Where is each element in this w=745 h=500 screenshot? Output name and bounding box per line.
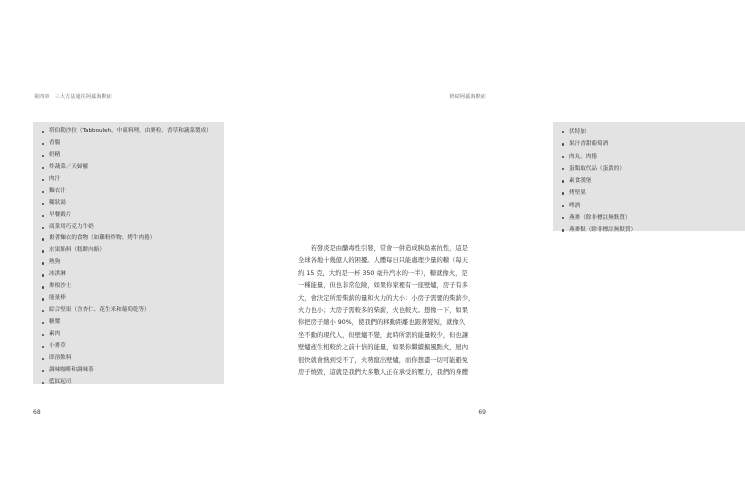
list-item [41,186,216,198]
list-item [561,187,737,199]
list-item [41,293,216,305]
left-page [0,0,260,500]
list-item-text: 早餐穀片 [49,211,72,218]
list-item [41,281,216,293]
page-number-right: 69 [478,409,486,416]
list-item [41,138,216,150]
bullet-icon [42,298,44,300]
list-item-text: 即溶飲料 [49,354,72,361]
bullet-icon [42,238,44,240]
paragraph-line: 房子燒毀，這就是我們大多數人正在承受的壓力，我們的身體 [298,369,469,377]
bullet-icon [42,250,44,252]
list-item-text: 奶精 [49,151,61,158]
food-list-box-right [553,122,745,234]
bullet-icon [42,346,44,348]
bullet-icon [42,215,44,217]
bullet-icon [42,191,44,193]
list-item-text: 商業用巧克力牛奶 [49,223,94,230]
list-item-text: 水果餡料（糕餅內餡） [49,247,105,254]
list-item [41,210,216,222]
bullet-icon [42,370,44,372]
list-item-text: 肉丸、肉捲 [569,153,597,160]
list-item [561,224,737,236]
bullet-icon [42,203,44,205]
list-item-text: 小麥草 [49,342,66,349]
bullet-icon [42,131,44,133]
list-item-text: 素肉 [49,330,61,337]
list-item-text: 綜合堅果（含杏仁、花生米和葡萄乾等） [49,307,150,314]
body-paragraph [298,243,488,379]
list-item-text: 塔伯勒沙拉（Tabbouleh，中東料理，由麥粒、香草和蔬菜製成） [49,128,212,134]
bullet-icon [562,180,564,182]
bullet-icon [562,168,564,170]
list-item-text: 燕麥麩（除非標註無麩質） [569,227,637,234]
bullet-icon [42,358,44,360]
list-item-text: 麵衣汁 [49,187,66,194]
list-item-text: 烤堅果 [569,190,586,197]
bullet-icon [562,192,564,194]
bullet-icon [42,227,44,229]
list-item [561,151,737,163]
list-item-text: 糊狀湯 [49,199,66,206]
list-item-text: 冰淇淋 [49,271,66,278]
running-head-right: 終結阿茲海默症 [449,94,486,100]
list-item [41,162,216,174]
list-item [41,269,216,281]
paragraph-line: 若發炎是由醣毒性引發，常會一併造成胰島素抗性，這是 [298,245,469,252]
list-item [41,317,216,329]
bullet-icon [562,205,564,207]
list-item-text: 熱狗 [49,259,61,266]
list-item [41,126,216,138]
list-item [41,377,216,389]
food-list-box-left [33,122,224,384]
list-item [41,245,216,257]
list-item-text: 麥根沙士 [49,283,72,290]
list-item [41,353,216,365]
list-item [41,341,216,353]
list-item [561,200,737,212]
food-list-right [561,126,737,237]
list-item [41,365,216,377]
list-item-text: 果汁香甜葡萄酒 [569,141,609,148]
list-item-text: 裹著麵衣的食物（如雞粉炸物、烤牛肉捲） [49,235,156,242]
bullet-icon [42,262,44,264]
list-item-text: 炸蔬菜／天婦羅 [49,163,89,170]
list-item [41,305,216,317]
list-item-text: 伏特加 [569,129,586,135]
paragraph-line: 坐不動的現代人，但壁爐不變，此時所需的能量較少，但也讓 [298,331,469,339]
paragraph-line: 火力也小；大房子需較多的柴薪，火也較大。想像一下，如果 [298,307,469,315]
list-item [561,175,737,187]
bullet-icon [562,217,564,219]
list-item [41,174,216,186]
list-item-text: 香腸 [49,139,61,146]
paragraph-line: 一種能量，但也非常危險，如果你家裡有一座壁爐，房子有多 [298,282,469,290]
list-item-text: 啤酒 [569,202,581,209]
bullet-icon [42,310,44,312]
food-list-left [41,126,216,389]
paragraph-line: 壁爐產生相較於之前十倍的能量，如果你繼續搧風點火，屋內 [298,344,469,352]
list-item [561,126,737,138]
list-item-text: 素食漢堡 [569,178,592,185]
bullet-icon [42,179,44,181]
paragraph-line: 你把房子縮小 90%，使我們的移動距離也跟著變短，就像久 [298,319,466,327]
list-item-text: 能量棒 [49,295,66,302]
running-head-left: 第四章 三大方法通往阿茲海默症 [34,94,113,100]
bullet-icon [42,274,44,276]
list-item-text: 肉汁 [49,175,61,182]
list-item [561,163,737,175]
bullet-icon [562,229,564,231]
list-item [41,198,216,210]
list-item-text: 糖漿 [49,319,61,325]
bullet-icon [42,167,44,169]
page-number-left: 68 [33,409,41,416]
list-item [41,329,216,341]
bullet-icon [42,155,44,157]
bullet-icon [42,322,44,324]
paragraph-line: 約 15 克，大約是一杯 350 毫升汽水的一半），糖就像火，是 [298,269,468,277]
list-item-text: 調味咖啡和調味茶 [49,366,94,373]
list-item [41,222,216,234]
paragraph-line: 很快就會熱到受不了，火勢竄出壁爐，而你想盡一切可能避免 [298,356,469,364]
bullet-icon [562,156,564,158]
list-item-text: 蛋類取代品（蛋黃的） [569,165,625,172]
paragraph-line: 大，會決定所需柴薪的量和火力的大小：小房子需要的柴薪少， [298,294,475,302]
bullet-icon [562,143,564,145]
bullet-icon [42,382,44,384]
bullet-icon [42,286,44,288]
list-item [561,212,737,224]
bullet-icon [562,131,564,133]
list-item-text: 藍紋起司 [49,378,72,385]
bullet-icon [42,143,44,145]
list-item [41,150,216,162]
list-item [561,138,737,150]
paragraph-line: 全球各地十幾億人的困擾。人體每日只能處理少量的糖（每天 [298,257,469,265]
list-item [41,233,216,245]
list-item [41,257,216,269]
list-item-text: 燕麥（除非標註無麩質） [569,215,631,222]
bullet-icon [42,334,44,336]
